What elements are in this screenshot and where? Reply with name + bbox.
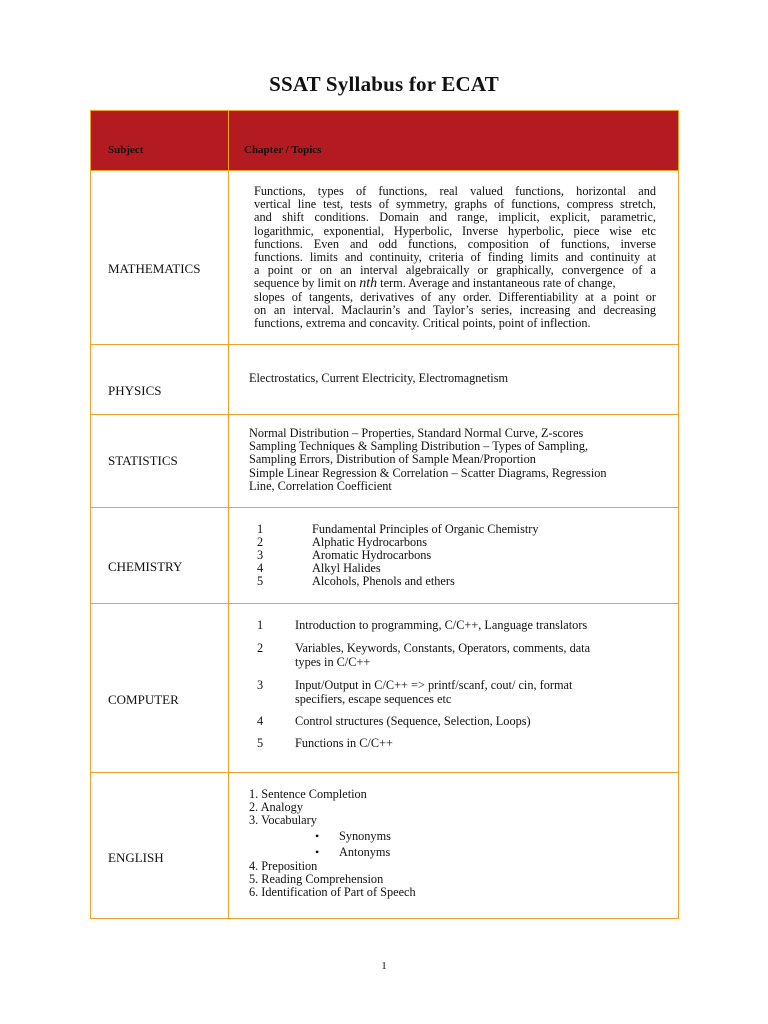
list-item: 3. Vocabulary [249, 813, 317, 828]
statistics-line: Line, Correlation Coefficient [249, 478, 392, 493]
statistics-line: Sampling Techniques & Sampling Distribution – Types of Sampling, [249, 439, 589, 454]
math-line: Functions, types of functions, real valued functions, horizontal and [254, 184, 656, 198]
list-item: 2 Alphatic Hydrocarbons [257, 535, 428, 549]
list-item: 1 Fundamental Principles of Organic Chemistry [257, 522, 539, 536]
list-item: 6. Identification of Part of Speech [249, 885, 416, 900]
math-line: functions. Even and odd functions, composition of functions, inverse [254, 236, 656, 251]
math-line: functions. limits and continuity, criteria of finding limits and continuity at [254, 250, 656, 265]
math-line: slopes of tangents, derivatives of any order. Differentiability at a point or [254, 289, 656, 304]
row-computer: COMPUTER 1 Introduction to programming, C/C++, Language translators 2 Variables, Keywords, Constants, Operators, comments, data types in C/C++ 3 Input/Output in C/C++ => printf/scanf, cout/ cin, format specifiers, escape sequences etc 4 Control structures (Sequence, Selection, Loops) 5 Functions in C/C++ [91, 604, 678, 773]
subject-statistics: STATISTICS [108, 453, 178, 468]
subject-english: ENGLISH [108, 850, 164, 865]
statistics-topics [249, 427, 607, 493]
list-item: 2. Analogy [249, 800, 303, 815]
list-item: 4. Preposition [249, 858, 318, 873]
subject-chemistry: CHEMISTRY [108, 559, 183, 574]
mathematics-topics [230, 171, 678, 344]
list-item: 3 Aromatic Hydrocarbons [257, 548, 432, 562]
table-header-row [91, 111, 678, 171]
row-statistics [91, 415, 678, 508]
math-line: sequence by limit on nth term. Average and instantaneous rate of change, [254, 276, 616, 292]
row-english [91, 773, 678, 918]
subject-mathematics: MATHEMATICS [108, 261, 201, 276]
page-number: 1 [381, 960, 387, 972]
math-line: functions, extrema and concavity. Critical points, point of inflection. [254, 316, 591, 331]
subject-physics: PHYSICS [108, 383, 162, 398]
header-topics: Chapter / Topics [244, 144, 322, 156]
page-title: SSAT Syllabus for ECAT [269, 72, 499, 96]
chemistry-list [257, 523, 657, 588]
subject-computer: COMPUTER [108, 692, 179, 707]
row-mathematics [91, 171, 678, 345]
list-item: Synonyms [339, 828, 391, 843]
statistics-line: Simple Linear Regression & Correlation – Scatter Diagrams, Regression [249, 465, 607, 480]
math-line: logarithmic, exponential, Hyperbolic, Inverse hyperbolic, piece wise etc [254, 223, 656, 238]
math-line: vertical line test, tests of symmetry, graphs of functions, compress stretch, [254, 197, 656, 212]
list-item: 4 Alkyl Halides [257, 561, 381, 575]
list-item: Antonyms [339, 844, 391, 859]
math-line: on an interval. Maclaurin’s and Taylor’s series, increasing and decreasing [254, 302, 656, 317]
row-chemistry [91, 508, 678, 604]
math-line: a point or on an interval algebraically or graphically, convergence of a [254, 263, 656, 278]
list-item: 5. Reading Comprehension [249, 871, 384, 886]
math-nth: nth [359, 276, 378, 292]
list-item: 5 Alcohols, Phenols and ethers [257, 574, 455, 588]
statistics-line: Sampling Errors, Distribution of Sample Mean/Proportion [249, 452, 536, 467]
syllabus-table [90, 110, 679, 919]
row-physics [91, 345, 678, 415]
english-list [249, 788, 649, 899]
math-line: and shift conditions. Domain and range, implicit, explicit, parametric, [254, 210, 656, 225]
header-subject: Subject [108, 144, 144, 156]
physics-topics: Electrostatics, Current Electricity, Electromagnetism [249, 371, 509, 385]
statistics-line: Normal Distribution – Properties, Standard Normal Curve, Z-scores [249, 426, 584, 440]
list-item: 1. Sentence Completion [249, 787, 367, 801]
